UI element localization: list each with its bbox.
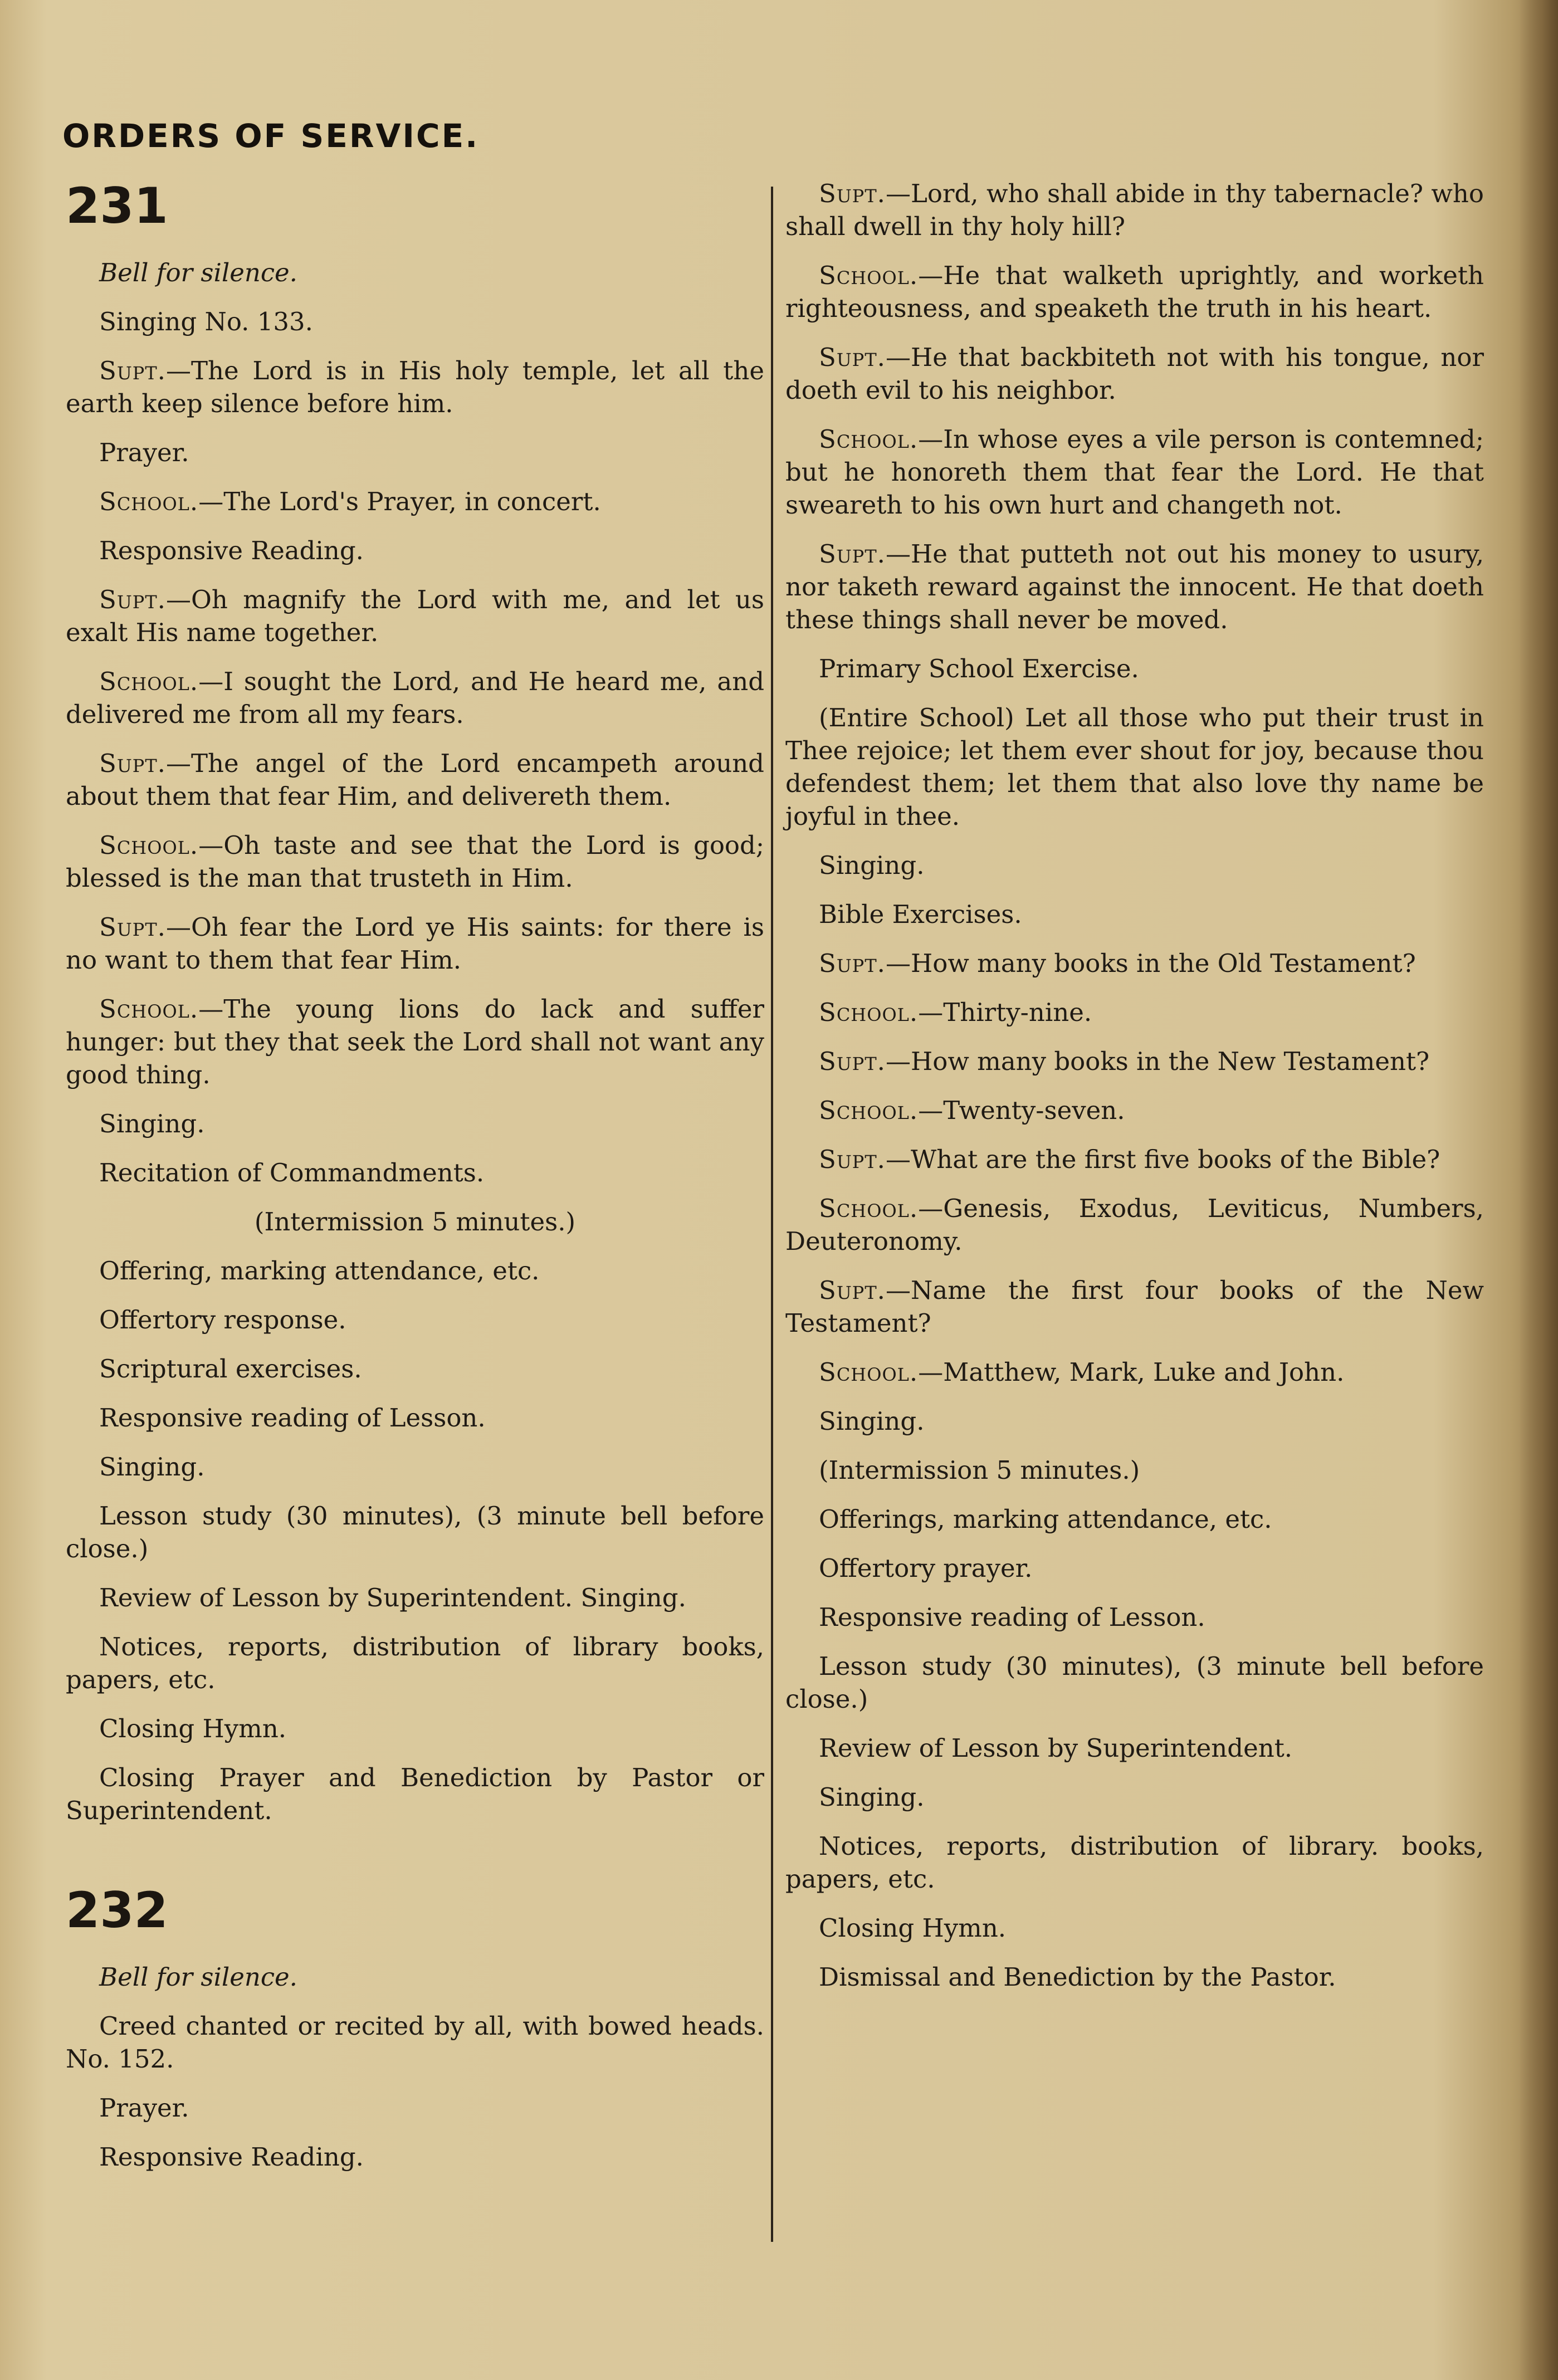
service-number-231: 231 <box>66 177 168 234</box>
line-text: Singing. <box>819 851 925 880</box>
speaker-label: Supt. <box>819 1275 886 1305</box>
service-232-line <box>785 1045 1484 1078</box>
service-231-line <box>66 354 764 420</box>
service-232-line <box>785 1650 1484 1716</box>
speaker-label: Supt. <box>819 539 886 569</box>
service-232-line <box>785 1356 1484 1389</box>
line-text: —He that backbiteth not with his tongue, nor doeth evil to his neighbor. <box>785 343 1484 405</box>
line-text: —Lord, who shall abide in thy tabernacle? who shall dwell in thy holy hill? <box>785 179 1484 241</box>
left-column <box>66 178 764 2190</box>
line-text: Offerings, marking attendance, etc. <box>819 1504 1272 1534</box>
line-text: Offertory prayer. <box>819 1553 1033 1583</box>
service-232-line <box>66 2091 764 2124</box>
line-text: Closing Hymn. <box>819 1913 1007 1943</box>
line-text: Offertory response. <box>99 1305 346 1335</box>
line-text: Primary School Exercise. <box>819 654 1139 683</box>
speaker-label: School. <box>99 667 199 696</box>
service-232-line <box>785 849 1484 882</box>
speaker-label: School. <box>819 424 919 454</box>
service-231-line <box>66 534 764 567</box>
service-231-line <box>66 1107 764 1140</box>
speaker-label: School. <box>819 1357 919 1387</box>
service-232-line <box>785 341 1484 407</box>
page-header: ORDERS OF SERVICE. <box>62 117 480 155</box>
line-text: Closing Prayer and Benediction by Pastor or Superintendent. <box>66 1763 764 1825</box>
service-232-line <box>785 1912 1484 1944</box>
service-232-line <box>785 1143 1484 1176</box>
speaker-label: School. <box>819 261 919 290</box>
line-text: Singing. <box>819 1406 925 1436</box>
speaker-label: School. <box>99 994 199 1024</box>
service-231-line <box>66 1352 764 1385</box>
line-text: Creed chanted or recited by all, with bowed heads. No. 152. <box>66 2011 764 2074</box>
line-text: Prayer. <box>99 2093 189 2123</box>
line-text: Review of Lesson by Superintendent. <box>819 1733 1293 1763</box>
service-231-line <box>66 1205 764 1238</box>
speaker-label: Supt. <box>99 912 166 942</box>
speaker-label: Supt. <box>819 1047 886 1076</box>
line-text: —The Lord's Prayer, in concert. <box>198 487 601 516</box>
service-number-232: 232 <box>66 1881 168 1939</box>
line-text: —Twenty-seven. <box>918 1096 1125 1125</box>
line-text: Notices, reports, distribution of library books, papers, etc. <box>66 1632 764 1694</box>
service-232-line <box>785 259 1484 325</box>
service-232-lines-left <box>66 1961 764 2173</box>
service-232-line <box>66 1961 764 1993</box>
line-text: Singing No. 133. <box>99 307 313 336</box>
speaker-label: Supt. <box>99 749 166 778</box>
line-text: Responsive Reading. <box>99 2142 364 2172</box>
service-232-line <box>66 2010 764 2075</box>
service-231-line <box>66 1450 764 1483</box>
service-232-line <box>785 1454 1484 1487</box>
line-text: (Intermission 5 minutes.) <box>819 1455 1140 1485</box>
service-231-line <box>66 1254 764 1287</box>
line-text: Dismissal and Benediction by the Pastor. <box>819 1962 1336 1992</box>
speaker-label: Supt. <box>99 356 166 385</box>
right-column <box>785 177 1484 2010</box>
service-232-line <box>785 1503 1484 1536</box>
speaker-label: Supt. <box>819 343 886 372</box>
line-text: Closing Hymn. <box>99 1714 287 1743</box>
line-text: —He that walketh uprightly, and worketh righteousness, and speaketh the truth in his heart. <box>785 261 1484 323</box>
service-231-line <box>66 1499 764 1565</box>
service-231-line <box>66 583 764 649</box>
speaker-label: School. <box>819 1096 919 1125</box>
line-text: —Name the first four books of the New Testament? <box>785 1275 1484 1338</box>
line-text: Lesson study (30 minutes), (3 minute bell before close.) <box>66 1501 764 1563</box>
service-232-line <box>785 1830 1484 1895</box>
speaker-label: Supt. <box>819 949 886 978</box>
service-232-line <box>785 1961 1484 1993</box>
line-text: (Entire School) Let all those who put their trust in Thee rejoice; let them ever shout for joy, because thou defendest them; let them that also love thy name be joyful in thee. <box>785 703 1484 831</box>
speaker-label: Supt. <box>819 179 886 208</box>
service-232-line <box>785 1274 1484 1340</box>
service-232-line <box>785 177 1484 243</box>
service-231-line <box>66 829 764 895</box>
service-232-line <box>785 1781 1484 1814</box>
service-232-line <box>785 652 1484 685</box>
line-text: Prayer. <box>99 438 189 467</box>
line-text: Bell for silence. <box>99 258 297 287</box>
line-text: —Thirty-nine. <box>918 998 1092 1027</box>
speaker-label: School. <box>819 1194 919 1223</box>
line-text: Review of Lesson by Superintendent. Singing. <box>99 1583 686 1612</box>
service-232-line <box>785 947 1484 980</box>
service-231-line <box>66 1630 764 1696</box>
column-divider <box>771 187 773 2242</box>
line-text: Singing. <box>819 1782 925 1812</box>
line-text: —Oh taste and see that the Lord is good; blessed is the man that trusteth in Him. <box>66 830 764 893</box>
speaker-label: School. <box>99 830 199 860</box>
service-231-line <box>66 1156 764 1189</box>
speaker-label: School. <box>99 487 199 516</box>
service-232-line <box>785 537 1484 636</box>
line-text: —He that putteth not out his money to usury, nor taketh reward against the innocent. He that doeth these things shall never be moved. <box>785 539 1484 634</box>
speaker-label: School. <box>819 998 919 1027</box>
line-text: Recitation of Commandments. <box>99 1158 485 1187</box>
service-231-line <box>66 911 764 976</box>
line-text: —The angel of the Lord encampeth around about them that fear Him, and delivereth them. <box>66 749 764 811</box>
line-text: —Oh fear the Lord ye His saints: for there is no want to them that fear Him. <box>66 912 764 975</box>
line-text: —What are the first five books of the Bible? <box>885 1145 1440 1174</box>
service-232-line <box>785 1732 1484 1765</box>
service-231-line <box>66 993 764 1091</box>
service-232-line <box>785 423 1484 521</box>
service-232-line <box>785 898 1484 931</box>
service-232-line <box>66 2140 764 2173</box>
service-231-line <box>66 1401 764 1434</box>
line-text: Responsive reading of Lesson. <box>819 1602 1205 1632</box>
speaker-label: Supt. <box>99 585 166 614</box>
service-231-line <box>66 485 764 518</box>
service-231-line <box>66 436 764 469</box>
service-232-line <box>785 1405 1484 1438</box>
service-232-line <box>785 701 1484 833</box>
service-232-line <box>785 1601 1484 1634</box>
service-231-line <box>66 1581 764 1614</box>
service-232-line <box>785 1552 1484 1585</box>
service-231-lines <box>66 256 764 1827</box>
line-text: Lesson study (30 minutes), (3 minute bell before close.) <box>785 1651 1484 1714</box>
line-text: Bible Exercises. <box>819 900 1022 929</box>
service-231-line <box>66 256 764 289</box>
service-231-line <box>66 665 764 731</box>
service-232-lines-right <box>785 177 1484 1993</box>
line-text: Offering, marking attendance, etc. <box>99 1256 540 1286</box>
line-text: Singing. <box>99 1452 205 1482</box>
service-231-line <box>66 1761 764 1827</box>
service-232-line <box>785 1094 1484 1127</box>
line-text: Scriptural exercises. <box>99 1354 362 1384</box>
page-edge <box>1519 0 1558 2380</box>
service-231-line <box>66 305 764 338</box>
line-text: —I sought the Lord, and He heard me, and delivered me from all my fears. <box>66 667 764 729</box>
line-text: —The young lions do lack and suffer hunger: but they that seek the Lord shall not want any good thing. <box>66 994 764 1089</box>
line-text: —The Lord is in His holy temple, let all the earth keep silence before him. <box>66 356 764 418</box>
service-231-line <box>66 1303 764 1336</box>
line-text: Notices, reports, distribution of library. books, papers, etc. <box>785 1831 1484 1894</box>
line-text: Singing. <box>99 1109 205 1138</box>
speaker-label: Supt. <box>819 1145 886 1174</box>
line-text: —Genesis, Exodus, Leviticus, Numbers, Deuteronomy. <box>785 1194 1484 1256</box>
service-231-line <box>66 1712 764 1745</box>
line-text: Bell for silence. <box>99 1962 297 1992</box>
line-text: —How many books in the Old Testament? <box>885 949 1416 978</box>
line-text: Responsive Reading. <box>99 536 364 565</box>
service-232-line <box>785 1192 1484 1258</box>
service-232-line <box>785 996 1484 1029</box>
line-text: —Matthew, Mark, Luke and John. <box>918 1357 1345 1387</box>
line-text: Responsive reading of Lesson. <box>99 1403 486 1433</box>
line-text: —How many books in the New Testament? <box>885 1047 1430 1076</box>
service-231-line <box>66 747 764 813</box>
line-text: (Intermission 5 minutes.) <box>254 1207 576 1237</box>
line-text: —Oh magnify the Lord with me, and let us exalt His name together. <box>66 585 764 647</box>
line-text: —In whose eyes a vile person is contemned; but he honoreth them that fear the Lord. He that sweareth to his own hurt and changeth not. <box>785 424 1484 520</box>
